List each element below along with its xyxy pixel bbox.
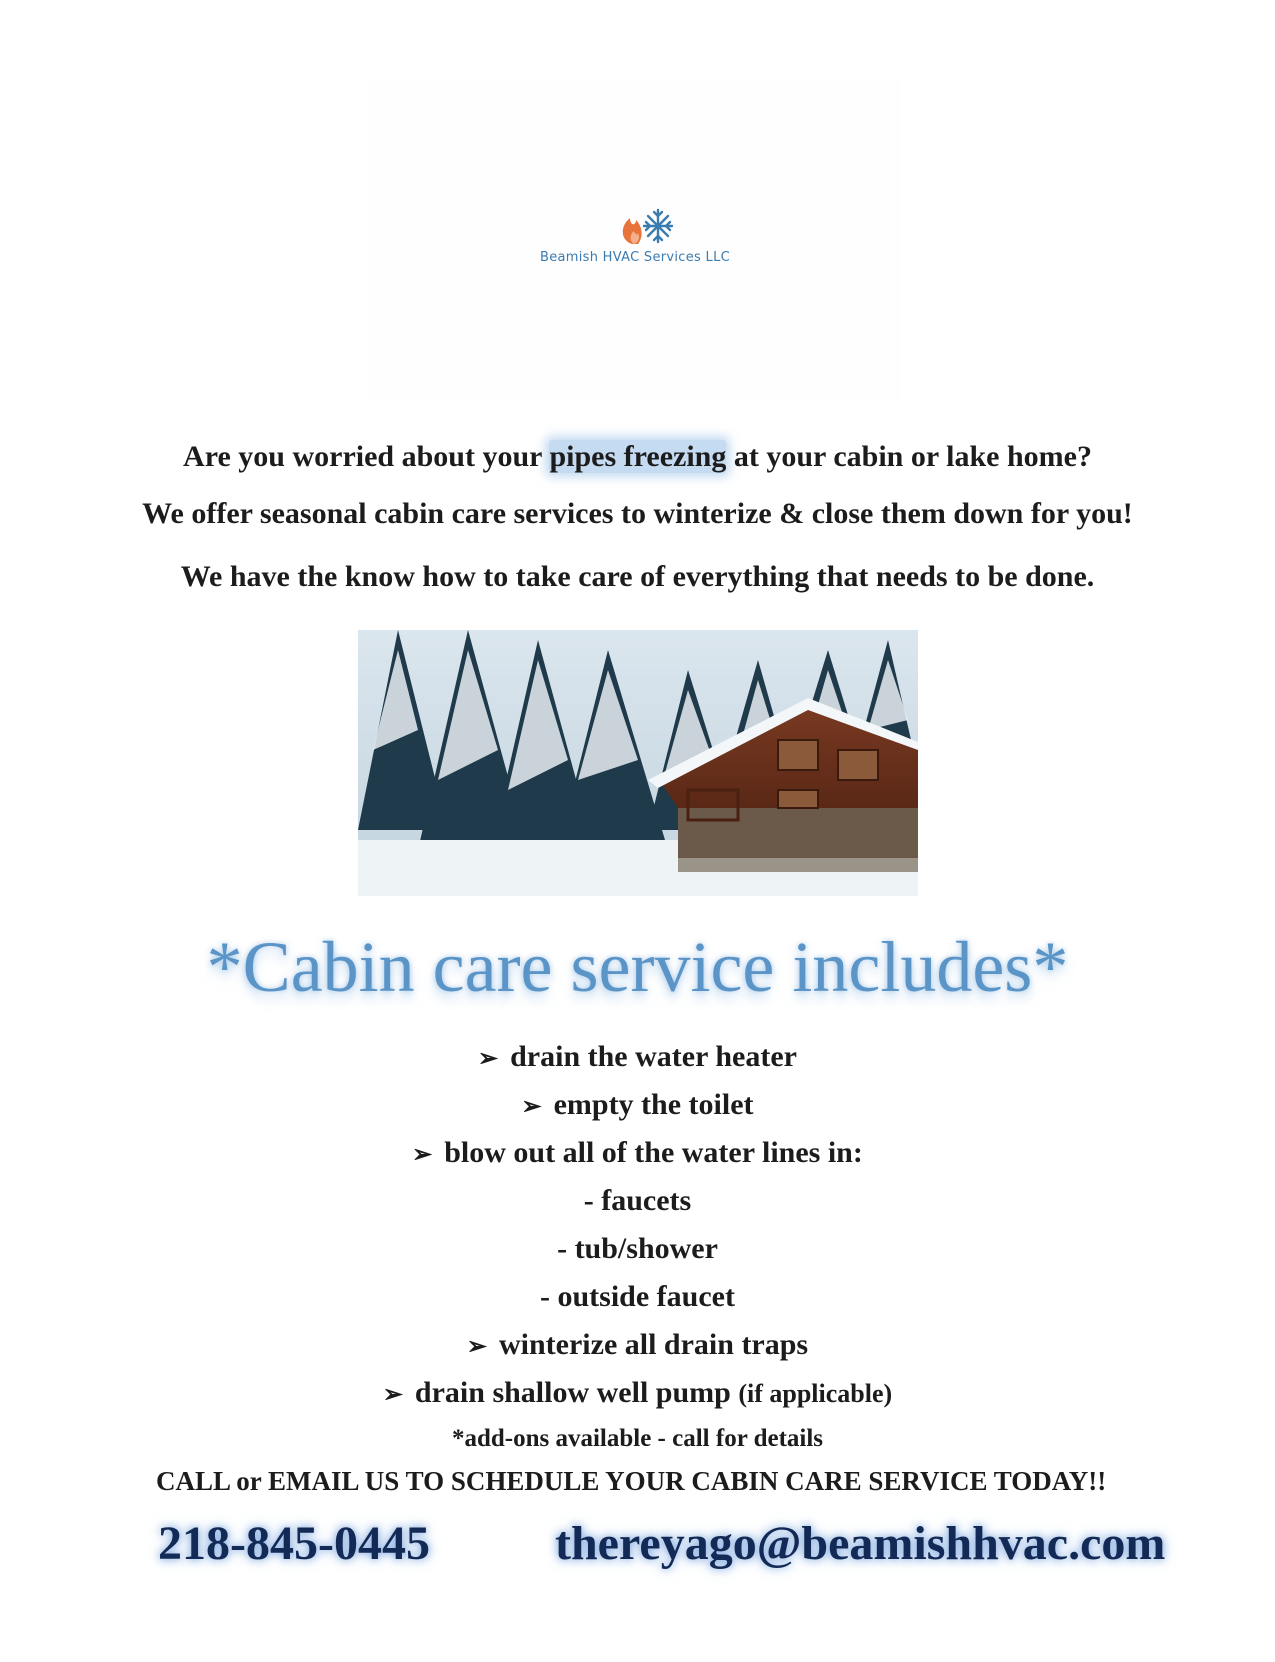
call-to-action: CALL or EMAIL US TO SCHEDULE YOUR CABIN CARE SERVICE TODAY!! [156,1466,1107,1496]
logo-area [370,80,900,400]
headline-know-how: We have the know how to take care of everything that needs to be done. [180,560,1095,593]
headline-offer: We offer seasonal cabin care services to winterize & close them down for you! [142,497,1133,530]
service-subitem-outside-faucet: - outside faucet [540,1280,735,1313]
service-item-water-heater [0,1040,1275,1074]
phone-number[interactable]: 218-845-0445 [158,1517,430,1570]
service-item-drain-traps [0,1328,1275,1362]
company-name: Beamish HVAC Services LLC [539,250,731,265]
headline-question [0,440,1275,474]
section-title: *Cabin care service includes* [206,927,1069,1007]
add-ons-note: *add-ons available - call for details [451,1425,824,1452]
headline-highlight: pipes freezing [549,440,727,473]
bullet-arrow-icon: ➢ [478,1046,499,1072]
service-item-label: drain shallow well pump [414,1376,731,1409]
headline-question-end: at your cabin or lake home? [726,440,1092,473]
service-item-water-lines [0,1136,1275,1170]
snowy-cabin-illustration [358,630,918,896]
snowy-cabin-photo [358,630,918,896]
service-subitem-faucets: - faucets [583,1184,692,1217]
service-subitem-tub-shower: - tub/shower [557,1232,718,1265]
service-item-label: winterize all drain traps [498,1328,809,1361]
bullet-arrow-icon: ➢ [412,1142,433,1168]
service-item-well-pump [0,1376,1275,1410]
email-address[interactable]: thereyago@beamishhvac.com [555,1517,1166,1570]
flame-snowflake-logo-icon [612,200,684,252]
bullet-arrow-icon: ➢ [521,1094,542,1120]
bullet-arrow-icon: ➢ [382,1382,403,1408]
bullet-arrow-icon: ➢ [466,1334,487,1360]
headline-question-start: Are you worried about your [183,440,550,473]
service-item-label: drain the water heater [510,1040,797,1073]
service-item-note: (if applicable) [738,1379,893,1408]
service-item-label: blow out all of the water lines in: [444,1136,863,1169]
service-item-toilet [0,1088,1275,1122]
service-item-label: empty the toilet [553,1088,754,1121]
